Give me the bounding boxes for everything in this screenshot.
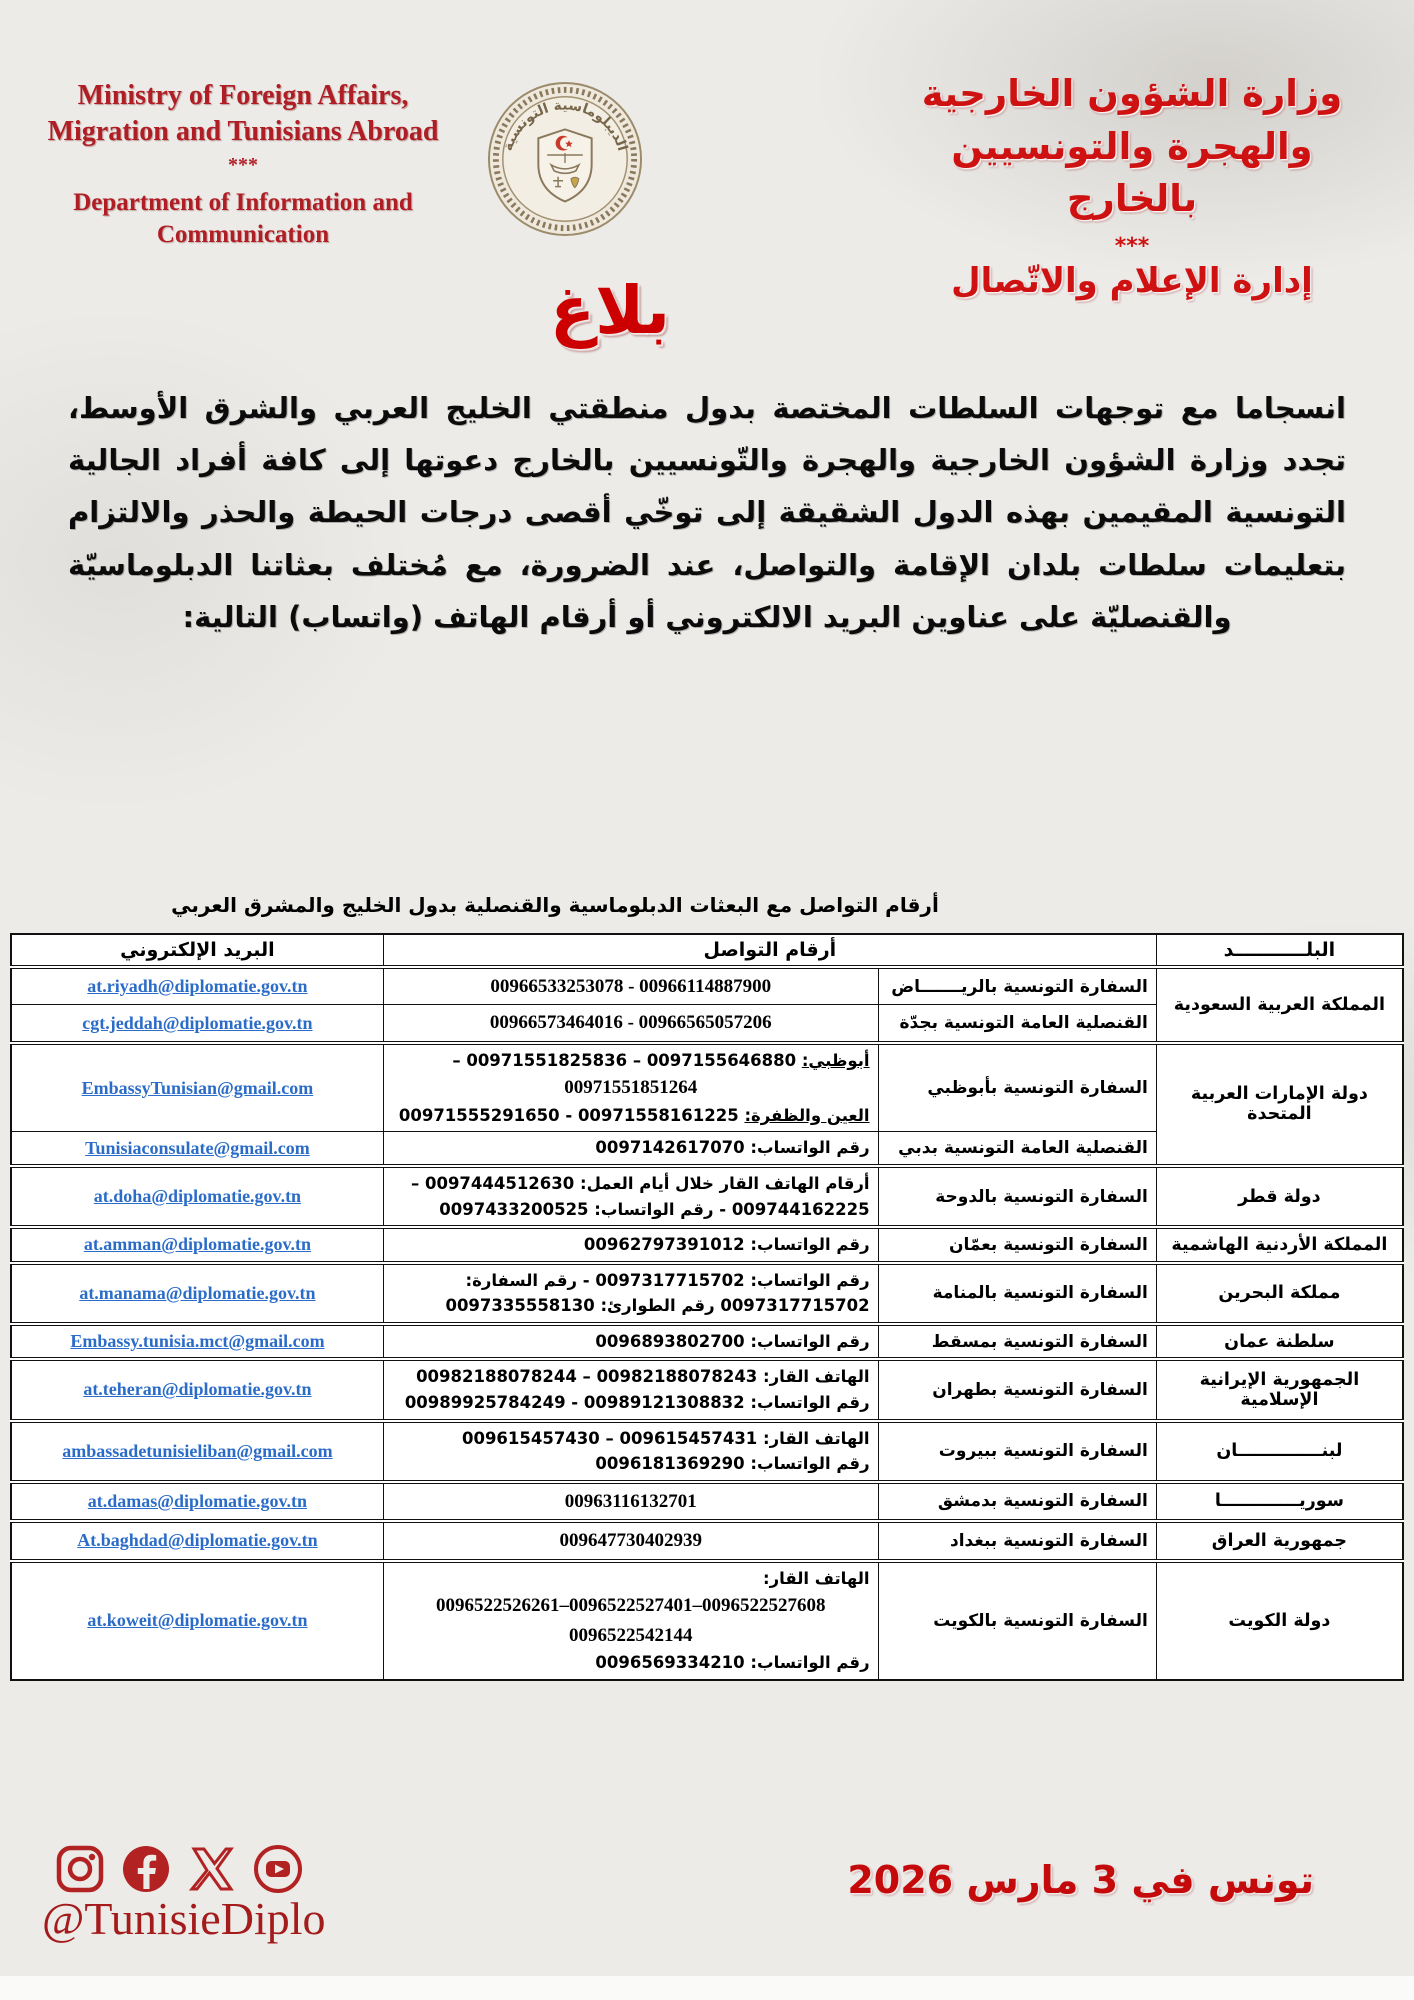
table-title: أرقام التواصل مع البعثات الدبلوماسية والقنصلية بدول الخليج والمشرق العربي <box>171 893 939 917</box>
contacts-table <box>10 933 1404 1681</box>
contact-line: 0097317715702 رقم الطوارئ: 0097335558130 <box>445 1296 870 1316</box>
country-cell: سوريـــــــــــــا <box>1156 1482 1403 1521</box>
email-cell <box>11 1324 383 1360</box>
header-arabic <box>912 68 1352 301</box>
social-icons <box>54 1843 304 1895</box>
contact-line: رقم الواتساب: 0096181369290 <box>595 1454 870 1474</box>
table-row <box>11 1521 1403 1560</box>
email-link[interactable]: at.manama@diplomatie.gov.tn <box>79 1282 316 1303</box>
table-row <box>11 1227 1403 1263</box>
mission-cell: السفارة التونسية بطهران <box>878 1359 1156 1420</box>
column-header-email: البريد الإلكتروني <box>11 934 383 967</box>
table-row <box>11 1166 1403 1227</box>
email-cell <box>11 1005 383 1043</box>
ministry-title-ar: وزارة الشؤون الخارجية والهجرة والتونسيين بالخارج <box>921 72 1343 221</box>
email-link[interactable]: Embassy.tunisia.mct@gmail.com <box>70 1331 325 1352</box>
table-row <box>11 1561 1403 1680</box>
contact-cell <box>383 1132 878 1166</box>
contact-cell <box>383 1263 878 1324</box>
country-cell: دولة قطر <box>1156 1166 1403 1227</box>
department-en: Department of Information and Communication <box>73 188 413 249</box>
contact-line: أرقام الهاتف القار خلال أيام العمل: 0097444512630 – <box>410 1174 870 1193</box>
table-header-row <box>11 934 1403 967</box>
ministry-seal-icon <box>486 80 644 238</box>
mission-cell: السفارة التونسية بالدوحة <box>878 1166 1156 1227</box>
contact-line: العين والظفرة: 00971558161225 - 00971555291650 <box>398 1105 870 1125</box>
country-cell: دولة الكويت <box>1156 1561 1403 1680</box>
column-header-contact: أرقام التواصل <box>383 934 1156 967</box>
contact-line: رقم الواتساب: 0097317715702 - رقم السفارة: <box>465 1270 870 1290</box>
contact-line: 009744162225 - رقم الواتساب: 0097433200525 <box>439 1199 870 1219</box>
contact-cell <box>383 1561 878 1680</box>
mission-cell: السفارة التونسية بالريـــــــاض <box>878 967 1156 1005</box>
email-link[interactable]: cgt.jeddah@diplomatie.gov.tn <box>82 1012 313 1033</box>
contact-cell <box>383 967 878 1005</box>
contact-cell <box>383 1166 878 1227</box>
contact-line: 00966533253078 - 00966114887900 <box>490 976 772 997</box>
contact-line: الهاتف القار: <box>763 1568 870 1588</box>
email-link[interactable]: EmbassyTunisian@gmail.com <box>81 1077 314 1098</box>
mission-cell: السفارة التونسية ببغداد <box>878 1521 1156 1560</box>
communique-body: انسجاما مع توجهات السلطات المختصة بدول منطقتي الخليج العربي والشرق الأوسط، تجدد وزارة الشؤون الخارجية والهجرة والتّونسيين بالخارج دعوتها إلى كافة أفراد الجالية التونسية المقيمين بهذه الدول الشقيقة إلى توخّي أقصى درجات الحيطة والحذر والالتزام بتعليمات سلطات بلدان الإقامة والتواصل، عند الضرورة، مع مُختلف بعثاتنا الدبلوماسيّة والقنصليّة على عناوين البريد الالكتروني أو أرقام الهاتف (واتساب) التالية: <box>68 391 1346 634</box>
header-english <box>28 78 458 252</box>
table-row <box>11 1359 1403 1420</box>
contact-line: رقم الواتساب: 00962797391012 <box>583 1235 870 1255</box>
email-link[interactable]: at.riyadh@diplomatie.gov.tn <box>87 976 308 997</box>
mission-cell: القنصلية العامة التونسية بجدّة <box>878 1005 1156 1043</box>
email-cell <box>11 967 383 1005</box>
contact-cell <box>383 1421 878 1482</box>
contact-line: أبوظبي: 0097155646880 – 00971551825836 – <box>452 1050 870 1070</box>
contact-cell <box>383 1359 878 1420</box>
mission-cell: السفارة التونسية بمسقط <box>878 1324 1156 1360</box>
table-row <box>11 1324 1403 1360</box>
contact-line: 00971551851264 <box>564 1077 698 1099</box>
country-cell: دولة الإمارات العربية المتحدة <box>1156 1043 1403 1166</box>
email-cell <box>11 1043 383 1132</box>
column-header-country: البلـــــــــــد <box>1156 934 1403 967</box>
youtube-icon[interactable] <box>252 1843 304 1895</box>
date-text: تونس في 3 مارس 2026 <box>847 1858 1314 1902</box>
contact-line: 009647730402939 <box>559 1530 702 1552</box>
email-link[interactable]: at.teheran@diplomatie.gov.tn <box>83 1379 312 1400</box>
table-row <box>11 967 1403 1005</box>
email-cell <box>11 1521 383 1560</box>
facebook-icon[interactable] <box>120 1843 172 1895</box>
email-cell <box>11 1359 383 1420</box>
contact-cell <box>383 1227 878 1263</box>
contact-line: الهاتف القار: 009615457431 – 009615457430 <box>461 1428 870 1448</box>
contact-line: 0096522542144 <box>568 1624 693 1646</box>
email-cell <box>11 1482 383 1521</box>
mission-cell: السفارة التونسية بأبوظبي <box>878 1043 1156 1132</box>
country-cell: المملكة الأردنية الهاشمية <box>1156 1227 1403 1263</box>
contact-cell <box>383 1043 878 1132</box>
separator-stars-ar: *** <box>1114 233 1150 259</box>
contact-cell <box>383 1482 878 1521</box>
email-cell <box>11 1561 383 1680</box>
mission-cell: السفارة التونسية بعمّان <box>878 1227 1156 1263</box>
mission-cell: السفارة التونسية ببيروت <box>878 1421 1156 1482</box>
contact-cell <box>383 1521 878 1560</box>
email-cell <box>11 1421 383 1482</box>
instagram-icon[interactable] <box>54 1843 106 1895</box>
contacts-table-body <box>11 967 1403 1680</box>
mission-cell: السفارة التونسية بالكويت <box>878 1561 1156 1680</box>
email-cell <box>11 1263 383 1324</box>
contact-line: 00963116132701 <box>564 1490 697 1512</box>
table-row <box>11 1043 1403 1132</box>
email-link[interactable]: at.amman@diplomatie.gov.tn <box>83 1234 312 1255</box>
country-cell: الجمهورية الإيرانية الإسلامية <box>1156 1359 1403 1420</box>
table-row <box>11 1421 1403 1482</box>
x-icon[interactable] <box>186 1843 238 1895</box>
department-ar: إدارة الإعلام والاتّصال <box>951 260 1313 301</box>
contact-line: الهاتف القار: 00982188078243 – 00982188078244 <box>416 1367 870 1387</box>
contact-line: 0096522526261–0096522527401–0096522527608 <box>435 1595 826 1617</box>
email-link[interactable]: at.damas@diplomatie.gov.tn <box>87 1490 308 1511</box>
separator-stars-en: *** <box>228 153 258 176</box>
email-link[interactable]: at.doha@diplomatie.gov.tn <box>93 1186 302 1207</box>
contact-cell <box>383 1324 878 1360</box>
email-link[interactable]: Tunisiaconsulate@gmail.com <box>85 1137 310 1158</box>
email-link[interactable]: ambassadetunisieliban@gmail.com <box>62 1440 333 1461</box>
communique-title: بلاغ <box>550 272 670 349</box>
country-cell: جمهورية العراق <box>1156 1521 1403 1560</box>
ministry-title-en: Ministry of Foreign Affairs, Migration and Tunisians Abroad <box>47 80 439 147</box>
country-cell: المملكة العربية السعودية <box>1156 967 1403 1043</box>
table-row <box>11 1482 1403 1521</box>
contact-cell <box>383 1005 878 1043</box>
email-cell <box>11 1166 383 1227</box>
mission-cell: القنصلية العامة التونسية بدبي <box>878 1132 1156 1166</box>
email-link[interactable]: At.baghdad@diplomatie.gov.tn <box>77 1530 318 1551</box>
email-cell <box>11 1132 383 1166</box>
country-cell: سلطنة عمان <box>1156 1324 1403 1360</box>
contact-line: رقم الواتساب: 0096569334210 <box>595 1652 870 1672</box>
seal-text: الديبلوماسية التونسية <box>499 97 631 153</box>
email-link[interactable]: at.koweit@diplomatie.gov.tn <box>87 1610 308 1630</box>
country-cell: مملكة البحرين <box>1156 1263 1403 1324</box>
social-handle[interactable]: @TunisieDiplo <box>42 1893 326 1944</box>
contact-line: رقم الواتساب: 0097142617070 <box>595 1138 870 1158</box>
contact-line: رقم الواتساب: 0096893802700 <box>595 1331 870 1351</box>
email-cell <box>11 1227 383 1263</box>
country-cell: لبنــــــــــــــان <box>1156 1421 1403 1482</box>
contact-line: رقم الواتساب: 00989121308832 - 00989925784249 <box>404 1392 870 1412</box>
mission-cell: السفارة التونسية بالمنامة <box>878 1263 1156 1324</box>
contact-line: 00966573464016 - 00966565057206 <box>489 1012 772 1034</box>
mission-cell: السفارة التونسية بدمشق <box>878 1482 1156 1521</box>
bottom-strip <box>0 1976 1414 2000</box>
table-row <box>11 1263 1403 1324</box>
